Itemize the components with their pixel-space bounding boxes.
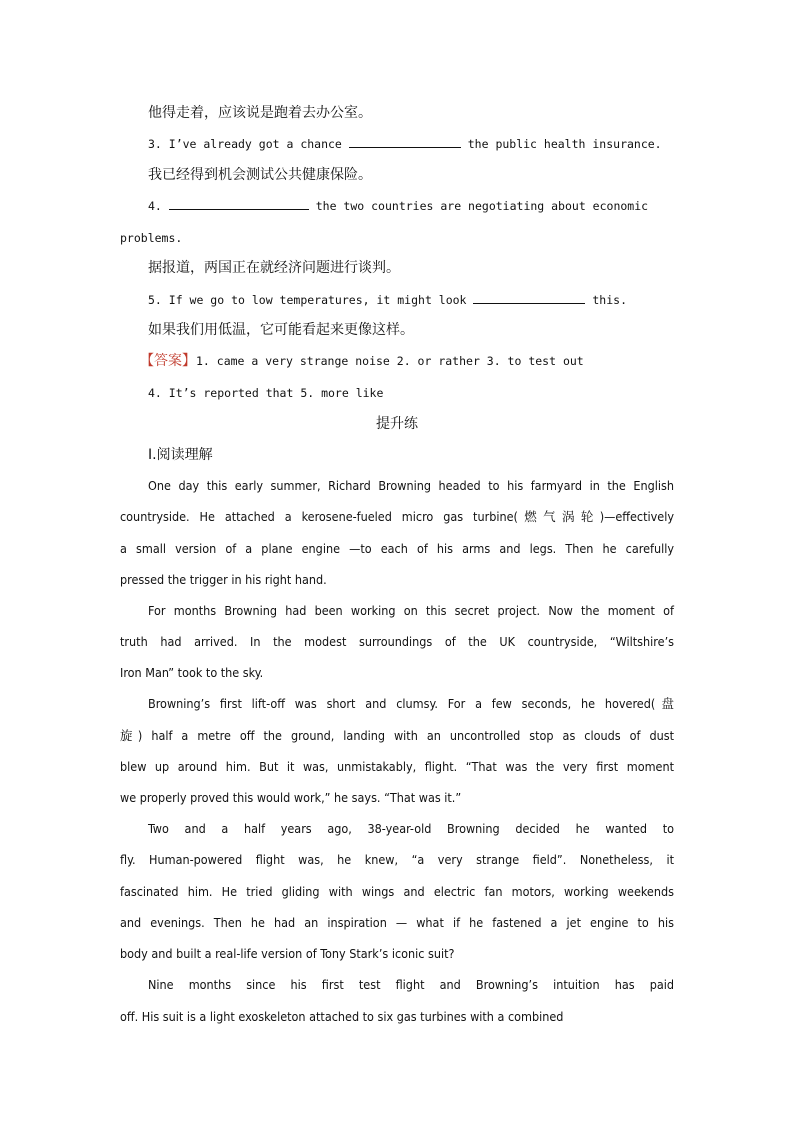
passage-line: body and built a real-life version of Tony Stark’s iconic suit? bbox=[120, 946, 455, 961]
answer-line-2: 4. It’s reported that 5. more like bbox=[148, 386, 384, 400]
question-4 bbox=[120, 197, 674, 215]
passage-line: truth had arrived. In the modest surroundings of the UK countryside, “Wiltshire’s bbox=[120, 634, 674, 649]
passage-line: Nine months since his first test flight and Browning’s intuition has paid bbox=[148, 977, 674, 992]
passage-line: Iron Man” took to the sky. bbox=[120, 665, 264, 680]
passage-line: countryside. He attached a kerosene-fueled micro gas turbine(燃气涡轮)—effectively bbox=[120, 509, 674, 524]
passage-line: blew up around him. But it was, unmistakably, flight. “That was the very first moment bbox=[120, 759, 674, 774]
passage-line: Browning’s first lift-off was short and clumsy. For a few seconds, he hovered(盘 bbox=[148, 696, 674, 711]
question-5-start: 5. If we go to low temperatures, it might look bbox=[148, 293, 467, 307]
question-5-end: this. bbox=[592, 293, 627, 307]
answer-items-1: 1. came a very strange noise 2. or rather 3. to test out bbox=[196, 354, 584, 368]
passage-line: fly. Human-powered flight was, he knew, “a very strange field”. Nonetheless, it bbox=[120, 852, 674, 867]
passage-line: One day this early summer, Richard Browning headed to his farmyard in the English bbox=[148, 478, 674, 493]
translation-line-3: 我已经得到机会测试公共健康保险。 bbox=[148, 167, 372, 183]
answer-label: 【答案】 bbox=[140, 353, 196, 369]
question-3-start: 3. I’ve already got a chance bbox=[148, 137, 342, 151]
question-4-continuation: problems. bbox=[120, 231, 183, 245]
passage-line: 旋) half a metre off the ground, landing with an uncontrolled stop as clouds of dust bbox=[120, 728, 674, 743]
passage-line: For months Browning had been working on this secret project. Now the moment of bbox=[148, 603, 674, 618]
question-3-end: the public health insurance. bbox=[467, 137, 662, 151]
passage-line: fascinated him. He tried gliding with wings and electric fan motors, working weekends bbox=[120, 884, 674, 899]
translation-line-5: 如果我们用低温，它可能看起来更像这样。 bbox=[148, 322, 414, 338]
question-3 bbox=[120, 135, 674, 153]
question-4-text: the two countries are negotiating about economic bbox=[315, 199, 649, 213]
passage-line: and evenings. Then he had an inspiration — what if he fastened a jet engine to his bbox=[120, 915, 674, 930]
section-title: 提升练 bbox=[376, 416, 418, 432]
passage-line: a small version of a plane engine —to each of his arms and legs. Then he carefully bbox=[120, 541, 674, 556]
passage-line: off. His suit is a light exoskeleton attached to six gas turbines with a combined bbox=[120, 1009, 564, 1024]
passage-line: pressed the trigger in his right hand. bbox=[120, 572, 327, 587]
question-5-blank bbox=[473, 291, 585, 304]
passage-line: we properly proved this would work,” he says. “That was it.” bbox=[120, 790, 462, 805]
question-3-blank bbox=[349, 135, 461, 148]
translation-line-4: 据报道，两国正在就经济问题进行谈判。 bbox=[148, 260, 400, 276]
part-heading: Ⅰ.阅读理解 bbox=[148, 447, 213, 463]
question-4-number: 4. bbox=[148, 199, 162, 213]
passage-line: Two and a half years ago, 38-year-old Browning decided he wanted to bbox=[148, 821, 674, 836]
question-4-blank bbox=[169, 197, 309, 210]
question-5 bbox=[120, 291, 674, 309]
answer-line-1 bbox=[112, 352, 666, 370]
translation-line-2: 他得走着，应该说是跑着去办公室。 bbox=[148, 105, 372, 121]
